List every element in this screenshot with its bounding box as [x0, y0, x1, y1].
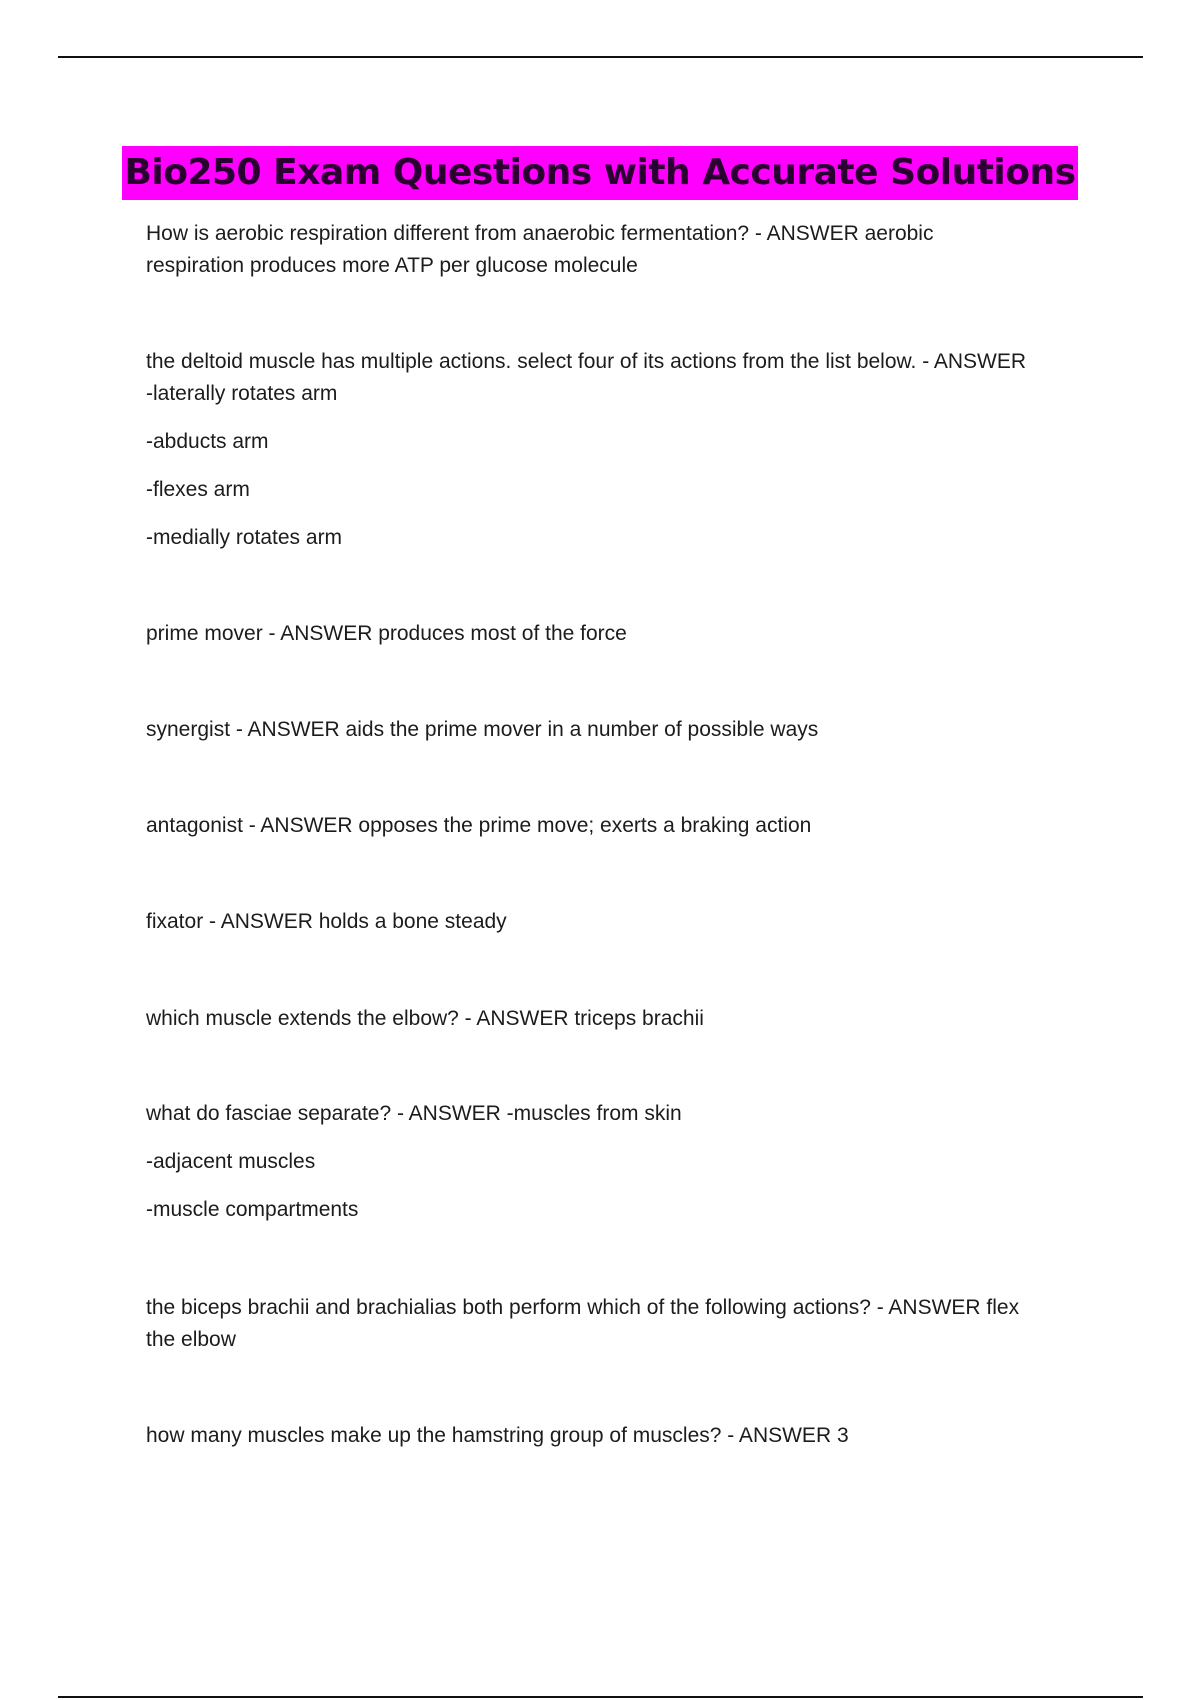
- qa-line: synergist - ANSWER aids the prime mover in a number of possible ways: [146, 718, 819, 741]
- qa-line: what do fasciae separate? - ANSWER -muscles from skin: [146, 1102, 682, 1125]
- qa-line: How is aerobic respiration different from anaerobic fermentation? - ANSWER aerobic: [146, 222, 934, 245]
- bottom-rule: [58, 1696, 1143, 1698]
- qa-list-entry: -flexes arm: [146, 478, 250, 501]
- qa-line: the deltoid muscle has multiple actions. select four of its actions from the list below. - ANSWER: [146, 350, 1027, 373]
- qa-list-entry: -medially rotates arm: [146, 526, 343, 549]
- qa-item-aerobic-respiration: [146, 218, 1086, 282]
- qa-item-fixator: [146, 906, 1086, 938]
- qa-line: antagonist - ANSWER opposes the prime move; exerts a braking action: [146, 814, 812, 837]
- qa-item-deltoid: [146, 346, 1086, 554]
- qa-line: the biceps brachii and brachialias both perform which of the following actions? - ANSWER flex: [146, 1296, 1020, 1319]
- qa-line: which muscle extends the elbow? - ANSWER triceps brachii: [146, 1007, 704, 1030]
- qa-line: fixator - ANSWER holds a bone steady: [146, 910, 507, 933]
- qa-item-biceps-brachialis: [146, 1292, 1086, 1356]
- qa-item-antagonist: [146, 810, 1086, 842]
- qa-item-synergist: [146, 714, 1086, 746]
- qa-list-entry: -adjacent muscles: [146, 1150, 316, 1173]
- qa-line: the elbow: [146, 1328, 236, 1351]
- document-title: Bio250 Exam Questions with Accurate Solutions: [122, 146, 1077, 200]
- qa-list-entry: -muscle compartments: [146, 1198, 359, 1221]
- qa-line: respiration produces more ATP per glucose molecule: [146, 254, 638, 277]
- qa-line: -laterally rotates arm: [146, 382, 338, 405]
- qa-line: prime mover - ANSWER produces most of the force: [146, 622, 627, 645]
- qa-item-elbow-extensor: [146, 1003, 1086, 1035]
- qa-item-fasciae: [146, 1098, 1086, 1226]
- qa-list-entry: -abducts arm: [146, 430, 269, 453]
- qa-line: how many muscles make up the hamstring group of muscles? - ANSWER 3: [146, 1424, 849, 1447]
- title-container: [0, 146, 1200, 200]
- qa-item-prime-mover: [146, 618, 1086, 650]
- top-rule: [58, 56, 1143, 58]
- qa-item-hamstring: [146, 1420, 1086, 1452]
